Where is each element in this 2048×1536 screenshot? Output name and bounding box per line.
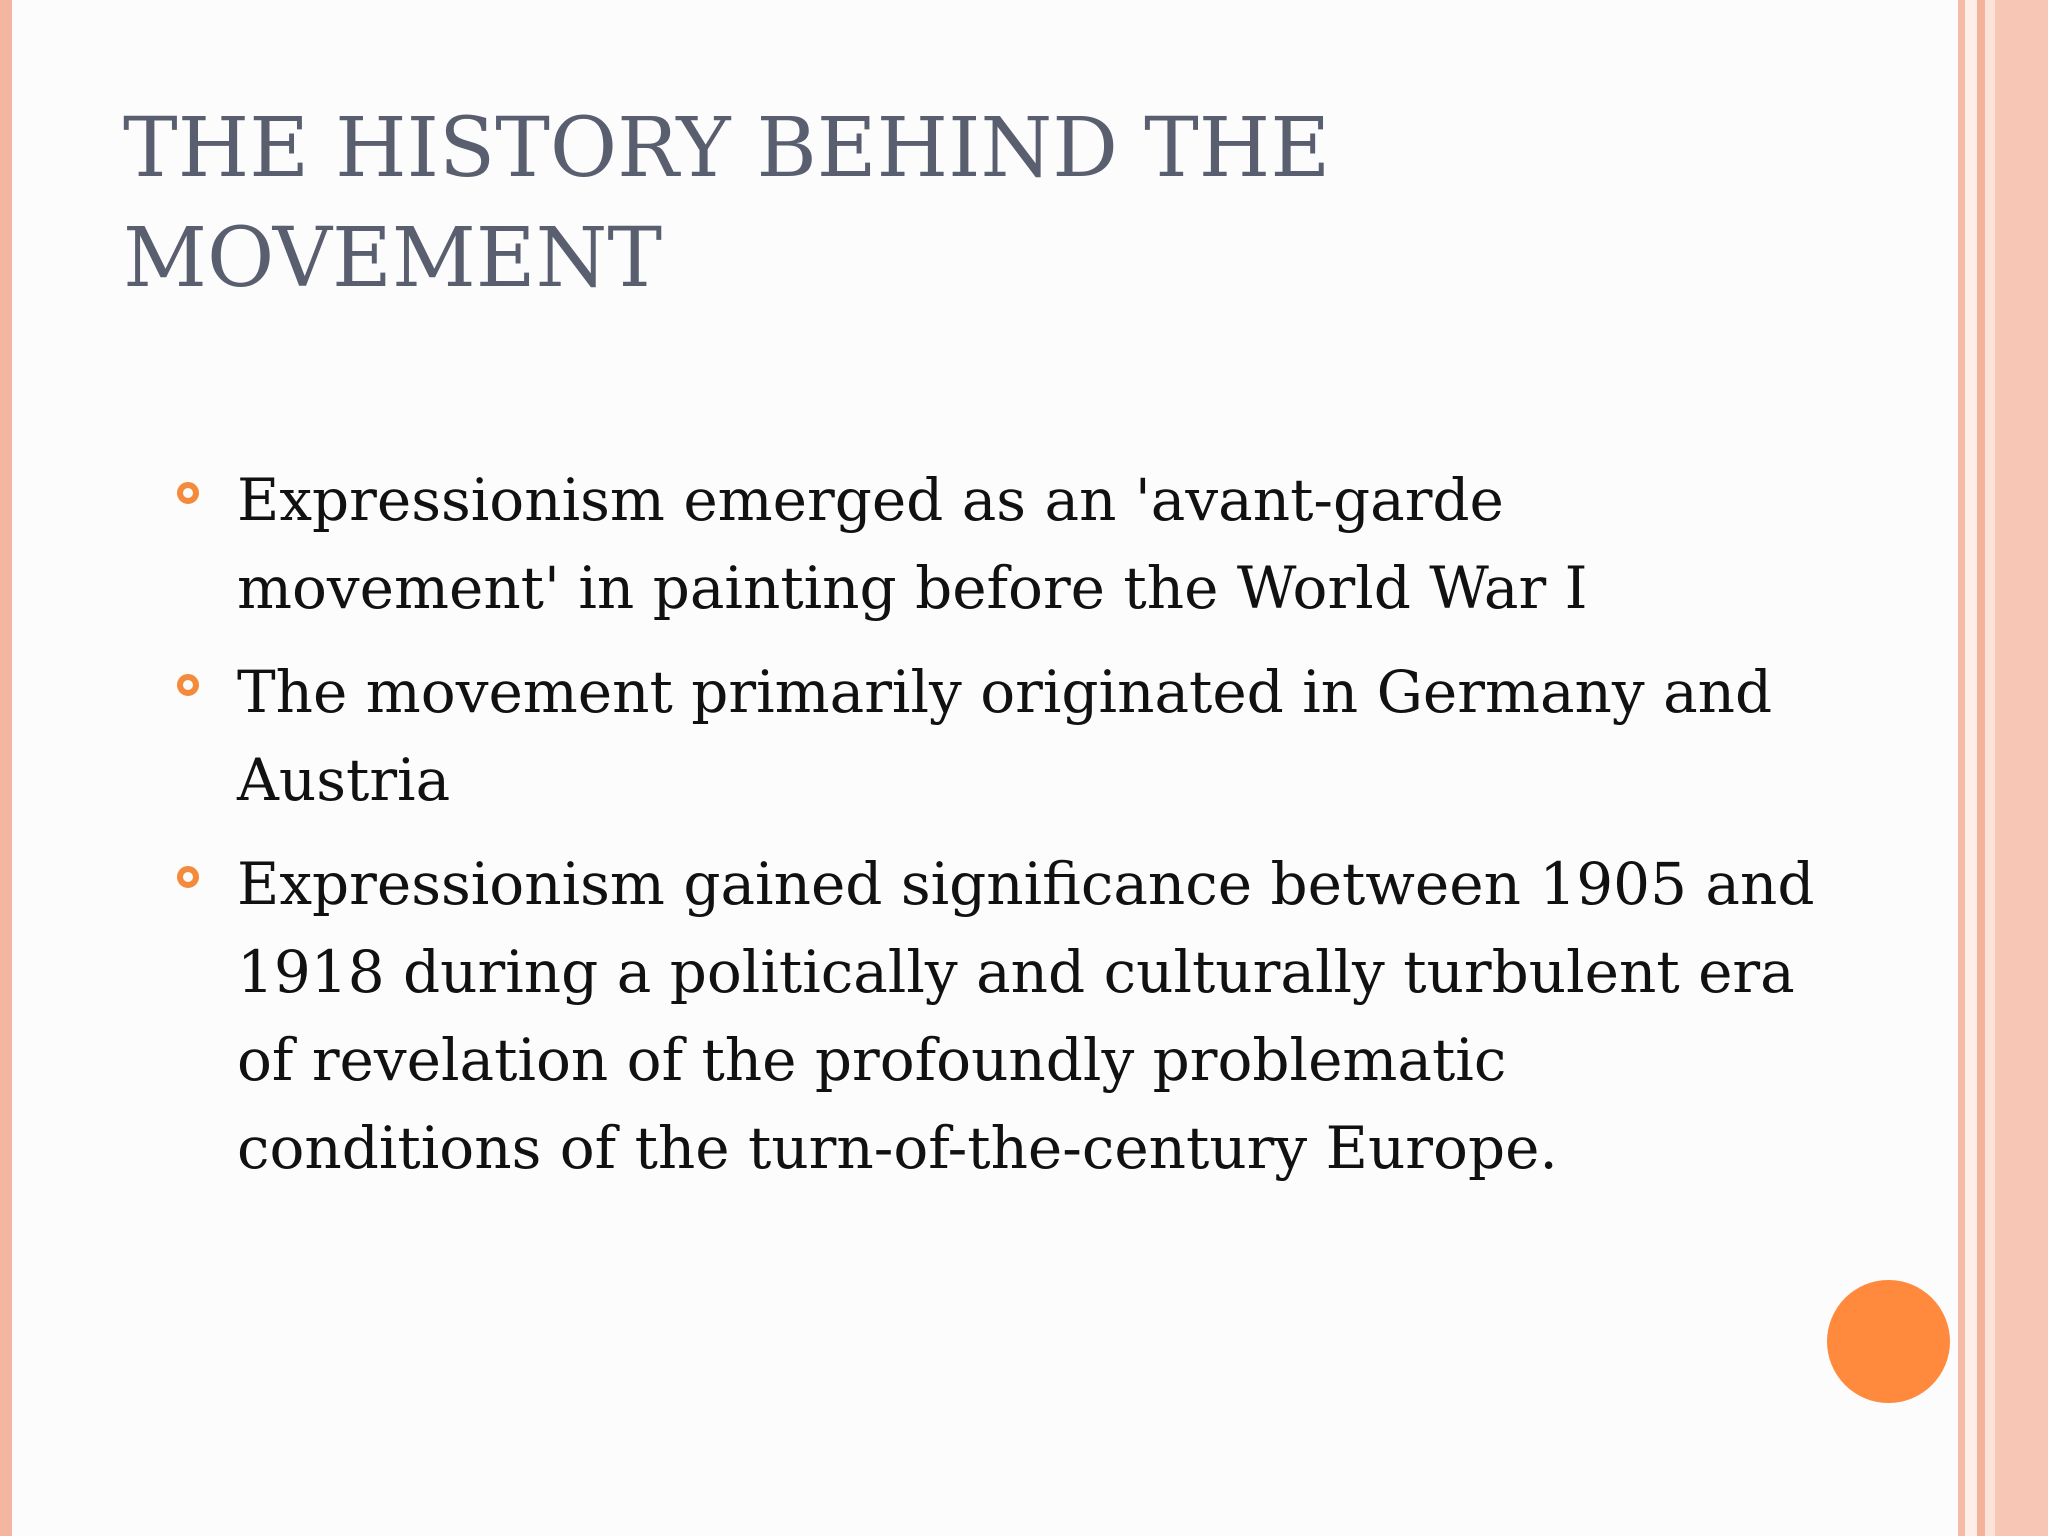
right-border-stripe (1958, 0, 1965, 1536)
bullet-text: Expressionism gained significance between 1905 and 1918 during a politically and culturally turbulent era of revelation of the profoundly problematic conditions of the turn-of-the-century Europe. (237, 850, 1815, 1182)
ring-bullet-icon (177, 482, 199, 504)
right-border-stripe (1977, 0, 1985, 1536)
bullet-text: The movement primarily originated in Germany and Austria (237, 658, 1773, 814)
bullet-list (175, 456, 1815, 1208)
ring-bullet-icon (177, 674, 199, 696)
orange-circle-icon (1827, 1280, 1950, 1403)
ring-bullet-icon (177, 866, 199, 888)
left-border (0, 0, 12, 1536)
bullet-text: Expressionism emerged as an 'avant-garde movement' in painting before the World War I (237, 466, 1588, 622)
right-border-stripe (1995, 0, 2048, 1536)
right-border-stripe (1985, 0, 1995, 1536)
slide-title: THE HISTORY BEHIND THE MOVEMENT (123, 101, 1331, 306)
bullet-item (175, 456, 1815, 632)
bullet-item (175, 648, 1815, 824)
bullet-item (175, 840, 1815, 1192)
right-border-stripe (1965, 0, 1977, 1536)
